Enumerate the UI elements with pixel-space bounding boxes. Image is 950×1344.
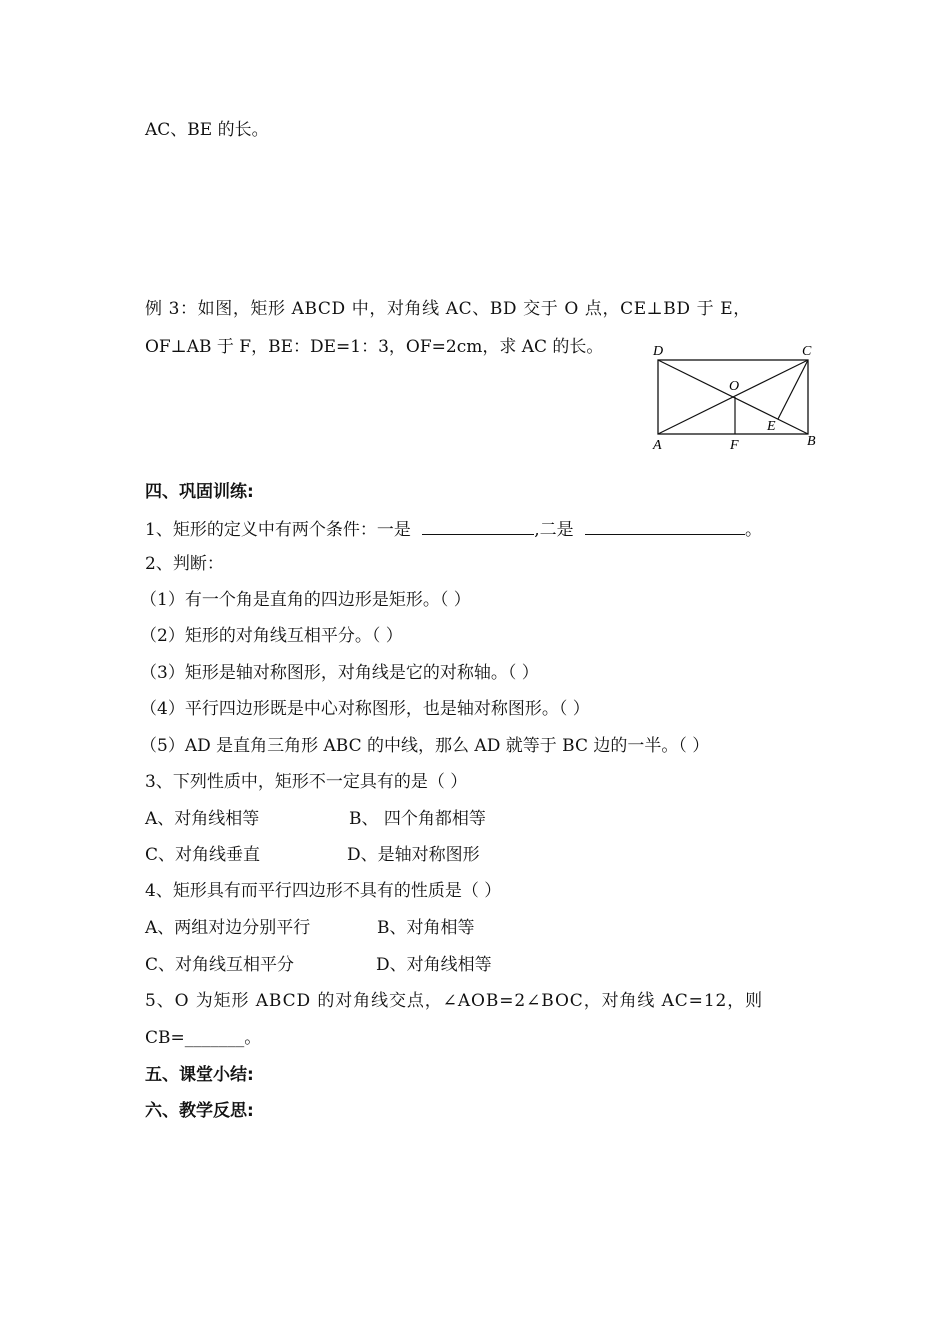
label-a: A (653, 438, 662, 453)
q3-title: 3、下列性质中，矩形不一定具有的是（ ） (145, 772, 468, 792)
section5-title: 五、课堂小结: (145, 1065, 254, 1085)
q4-option-b: B、对角相等 (377, 918, 475, 938)
q5-line2: CB=_______。 (145, 1028, 262, 1048)
q3-option-d: D、是轴对称图形 (347, 845, 480, 865)
q4-option-d: D、对角线相等 (376, 955, 492, 975)
q1-line (145, 517, 762, 541)
q4-option-c: C、对角线互相平分 (145, 955, 295, 975)
q1-prefix: 1、矩形的定义中有两个条件：一是 (145, 520, 411, 540)
rectangle-figure (640, 338, 830, 453)
q1-blank-2[interactable] (585, 517, 745, 535)
example3-line2: OF⊥AB 于 F，BE：DE=1：3，OF=2cm，求 AC 的长。 (145, 337, 604, 357)
label-c: C (802, 344, 812, 359)
segment-ce (778, 360, 808, 419)
section6-title: 六、教学反思: (145, 1101, 254, 1121)
q2-item-5: （5）AD 是直角三角形 ABC 的中线，那么 AD 就等于 BC 边的一半。（ ） (140, 736, 710, 756)
label-d: D (653, 344, 664, 359)
label-f: F (730, 438, 739, 453)
q2-item-2: （2）矩形的对角线互相平分。（ ） (140, 626, 403, 646)
label-b: B (807, 434, 816, 449)
q2-title: 2、判断： (145, 554, 224, 574)
q2-item-3: （3）矩形是轴对称图形，对角线是它的对称轴。（ ） (140, 663, 539, 683)
q1-blank-1[interactable] (422, 517, 534, 535)
q4-option-a: A、两组对边分别平行 (145, 918, 311, 938)
q2-item-1: （1）有一个角是直角的四边形是矩形。（ ） (140, 590, 471, 610)
top-line: AC、BE 的长。 (145, 120, 269, 140)
section4-title: 四、巩固训练: (145, 482, 254, 502)
q3-option-a: A、对角线相等 (145, 809, 260, 829)
q3-option-b: B、 四个角都相等 (349, 809, 486, 829)
q2-item-4: （4）平行四边形既是中心对称图形，也是轴对称图形。（ ） (140, 699, 590, 719)
label-o: O (729, 379, 740, 394)
label-e: E (767, 419, 776, 434)
q1-middle: ,二是 (534, 520, 574, 540)
q3-option-c: C、对角线垂直 (145, 845, 261, 865)
q5-line1: 5、O 为矩形 ABCD 的对角线交点，∠AOB=2∠BOC，对角线 AC=12，则 (145, 991, 764, 1011)
q4-title: 4、矩形具有而平行四边形不具有的性质是（ ） (145, 881, 502, 901)
example3-line1: 例 3：如图，矩形 ABCD 中，对角线 AC、BD 交于 O 点，CE⊥BD 于 E， (145, 299, 751, 319)
q1-end: 。 (745, 520, 763, 540)
